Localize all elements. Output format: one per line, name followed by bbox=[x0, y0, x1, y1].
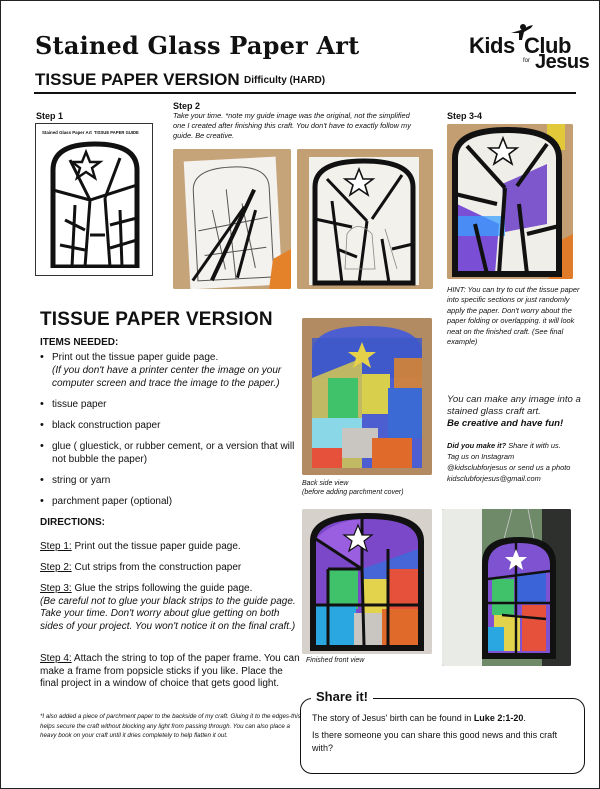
front-view-caption: Finished front view bbox=[306, 657, 365, 664]
back-view-caption: Back side view (before adding parchment cover) bbox=[302, 480, 404, 496]
direction-step-3: Step 3: Glue the strips following the guide page. (Be careful not to glue your black strips to the guide page. Take your time. Don't worry about glue getting on both sides of your project. You won't notice it on the final craft.) bbox=[40, 583, 302, 633]
header-rule bbox=[34, 92, 576, 94]
back-side-photo bbox=[302, 318, 432, 475]
list-item: • glue ( gluestick, or rubber cement, or a version that will not bubble the paper) bbox=[40, 440, 300, 466]
step1-label: Step 1 bbox=[36, 111, 64, 121]
step2-label: Step 2 bbox=[173, 101, 201, 111]
section-heading: TISSUE PAPER VERSION bbox=[40, 309, 273, 330]
items-list bbox=[40, 351, 300, 516]
direction-step-3-note: (Be careful not to glue your black strips to the guide page. Take your time. Don't worry about glue getting on both sides of your project. You won't notice it on the final craft.) bbox=[40, 595, 296, 632]
thumb-title: Stained Glass Paper Art bbox=[42, 130, 92, 135]
list-item: • parchment paper (optional) bbox=[40, 495, 300, 508]
hint-text: HINT: You can try to cut the tissue paper into specific sections or just randomly apply the paper. Don't worry about the paper folding or overlapping. it will look neat on the finished craft. (See final example) bbox=[447, 285, 580, 347]
make-text: You can make any image into a stained glass craft art. Be creative and have fun! bbox=[447, 394, 581, 429]
logo-kids: Kids bbox=[469, 33, 515, 58]
direction-step-4: Step 4: Attach the string to top of the paper frame. You can make a frame from popsicle sticks if you like. Place the final project in a window of choice that gets good light. bbox=[40, 653, 300, 689]
logo-jesus: Jesus bbox=[535, 51, 590, 73]
item-note: (If you don't have a printer center the image on your computer screen and trace the image to the paper.) bbox=[52, 365, 282, 389]
step34-label: Step 3-4 bbox=[447, 111, 483, 121]
finished-front-photo bbox=[302, 509, 432, 654]
step2-text: Take your time. *note my guide image was the original, not the simplified one I created after finishing this craft. You don't have to exactly follow my guide. Be creative. bbox=[173, 111, 411, 140]
kids-club-logo bbox=[469, 25, 590, 73]
share-scripture-text: The story of Jesus' birth can be found in Luke 2:1-20. bbox=[312, 713, 526, 723]
tissue-applying-illustration bbox=[447, 124, 573, 279]
items-heading: ITEMS NEEDED: bbox=[40, 337, 119, 348]
direction-step-1: Step 1: Print out the tissue paper guide page. bbox=[40, 541, 241, 552]
logo-club: Club bbox=[524, 33, 571, 58]
back-side-illustration bbox=[302, 318, 432, 475]
guide-page-thumbnail bbox=[35, 123, 153, 276]
strips-photo-illustration bbox=[297, 149, 433, 289]
window-illustration bbox=[442, 509, 571, 666]
page-title: Stained Glass Paper Art bbox=[35, 31, 360, 60]
share-title: Share it! bbox=[311, 689, 373, 704]
list-item: • tissue paper bbox=[40, 398, 300, 411]
stained-glass-guide-illustration bbox=[50, 140, 140, 268]
logo-for: for bbox=[523, 58, 531, 64]
window-photo bbox=[442, 509, 571, 666]
step2-photo-strips bbox=[297, 149, 433, 289]
list-item: • Print out the tissue paper guide page. (If you don't have a printer center the image on your computer screen and trace the image to the paper.) bbox=[40, 351, 300, 390]
share-with-us-text: Did you make it? Share it with us. Tag us on Instagram @kidsclubforjesus or send us a photo kidsclubforjesus@gmail.com bbox=[447, 441, 571, 483]
step2-photo-tracing bbox=[173, 149, 291, 289]
page-subtitle: TISSUE PAPER VERSION bbox=[35, 70, 240, 89]
step34-photo bbox=[447, 124, 573, 279]
directions-heading: DIRECTIONS: bbox=[40, 517, 105, 528]
footnote: *I also added a piece of parchment paper to the backside of my craft. Gluing it to the edges-this helps secure the craft without blocking any light from passing through. You can also place a heavy book on your craft until it dries completely to help flatten it out. bbox=[40, 713, 301, 740]
email-text: kidsclubforjesus@gmail.com bbox=[447, 474, 541, 483]
list-item: • black construction paper bbox=[40, 419, 300, 432]
thumb-subtitle: TISSUE PAPER GUIDE bbox=[94, 130, 139, 135]
tracing-photo-illustration bbox=[173, 149, 291, 289]
share-question-text: Is there someone you can share this good news and this craft with? bbox=[312, 730, 558, 753]
front-view-illustration bbox=[302, 509, 432, 654]
direction-step-2: Step 2: Cut strips from the construction paper bbox=[40, 562, 242, 573]
difficulty-label: Difficulty (HARD) bbox=[244, 75, 326, 86]
list-item: • string or yarn bbox=[40, 474, 300, 487]
